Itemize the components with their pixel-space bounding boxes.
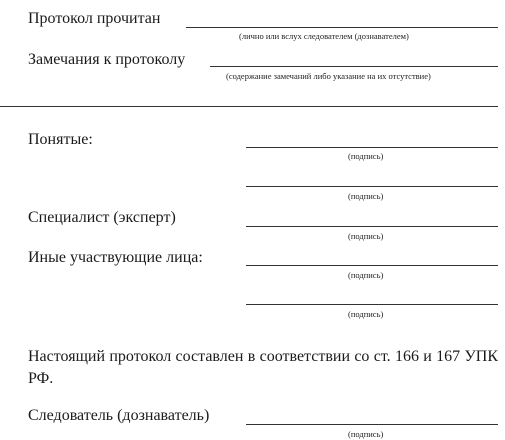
other-participant-2-signature-line[interactable] [246,304,498,305]
witness-1-signature-line[interactable] [246,147,498,148]
other-participant-1-signature-hint: (подпись) [348,270,384,280]
witnesses-label: Понятые: [28,131,93,148]
specialist-label: Специалист (эксперт) [28,209,176,226]
remarks-label: Замечания к протоколу [28,51,186,68]
witness-1-signature-hint: (подпись) [348,151,384,161]
other-participants-label: Иные участвующие лица: [28,249,203,266]
protocol-read-hint: (лично или вслух следователем (дознавателем) [239,31,409,41]
investigator-label: Следователь (дознаватель) [28,407,210,424]
protocol-read-label: Протокол прочитан [28,10,161,27]
statement-paragraph: Настоящий протокол составлен в соответствии со ст. 166 и 167 УПК РФ. [28,348,498,387]
investigator-signature-hint: (подпись) [348,429,384,439]
specialist-signature-hint: (подпись) [348,231,384,241]
remarks-line[interactable] [210,66,498,67]
witness-2-signature-line[interactable] [246,186,498,187]
investigator-signature-line[interactable] [246,424,498,425]
remarks-continuation-line[interactable] [0,106,498,107]
specialist-signature-line[interactable] [246,226,498,227]
other-participant-2-signature-hint: (подпись) [348,309,384,319]
witness-2-signature-hint: (подпись) [348,191,384,201]
other-participant-1-signature-line[interactable] [246,265,498,266]
remarks-hint: (содержание замечаний либо указание на их отсутствие) [226,71,431,81]
protocol-read-line[interactable] [186,27,498,28]
